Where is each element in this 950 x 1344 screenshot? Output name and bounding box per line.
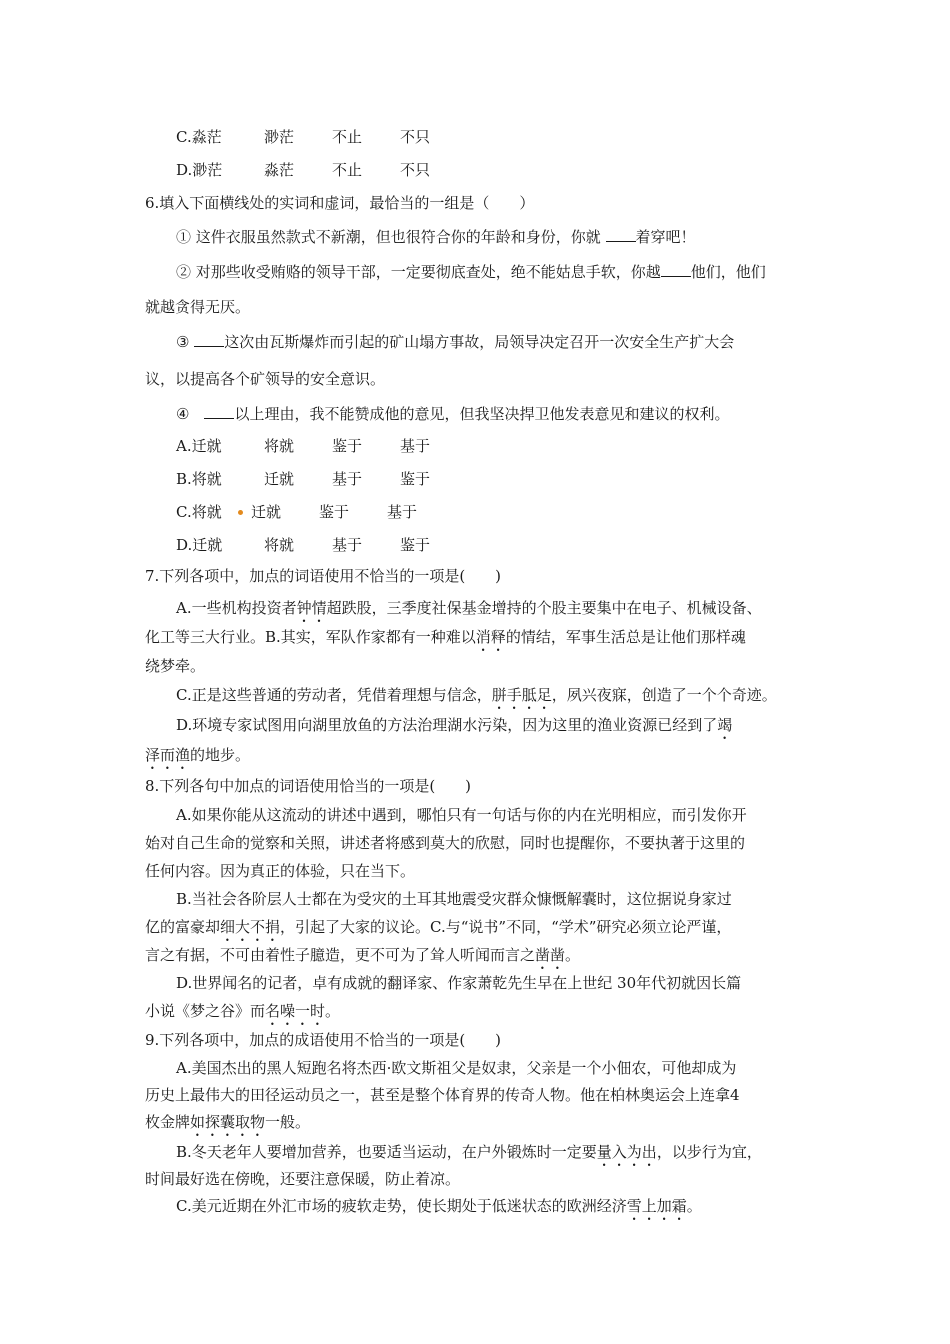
q5-c-word2: 渺茫 [264,128,295,146]
q6-s4-text-a: ④ [176,405,205,423]
q6-s1-text-a: ① 这件衣服虽然款式不新潮，但也很符合你的年龄和身份，你就 [176,228,606,246]
q9-c1-post: 。 [686,1197,702,1215]
q9-a-line3 [145,1112,310,1140]
q6-c-word1: C.将就 [176,503,222,521]
q6-blank-1 [606,227,636,242]
q6-option-d [176,535,430,555]
q5-d-word1: D.渺茫 [176,161,223,179]
q9-a3-pre: 枚金牌 [145,1113,191,1131]
q6-b-word4: 鉴于 [400,470,431,488]
q7-a2-pre: 化工等三大行业。B.其实，军队作家都有一种难以 [145,628,476,646]
q6-s4-text-b: 以上理由，我不能赞成他的意见，但我坚决捍卫他发表意见和建议的权利。 [234,405,730,423]
q6-stem: 6.填入下面横线处的实词和虚词，最恰当的一组是（ ） [145,194,535,212]
q8-c2-emphasis: 凿凿 [535,946,566,964]
q9-a-line1: A.美国杰出的黑人短跑名将杰西·欧文斯祖父是奴隶，父亲是一个小佃农，可他却成为 [176,1059,737,1077]
q8-b2-pre: 亿的富豪却 [145,918,221,936]
q8-c-line2 [145,945,580,973]
q7-d2-post: 的地步。 [190,746,251,764]
q6-c-word3: 鉴于 [319,503,350,521]
q7-a1-emphasis: 钟情 [296,599,327,617]
q7-d1-emphasis: 竭 [717,716,733,734]
q6-option-b [176,469,430,489]
q6-s1-text-b: 着穿吧！ [635,228,696,246]
q8-d-line1: D.世界闻名的记者，卓有成就的翻译家、作家萧乾先生早在上世纪 30年代初就因长篇 [176,974,742,992]
q5-option-c [176,127,430,147]
q5-d-word3: 不止 [332,161,363,179]
q6-d-word4: 鉴于 [400,536,431,554]
q6-b-word3: 基于 [332,470,363,488]
q7-a-line3: 绕梦牵。 [145,657,206,675]
stray-dot-mark [238,510,243,515]
q6-blank-3 [194,332,224,347]
q9-stem: 9.下列各项中，加点的成语使用不恰当的一项是( ) [145,1031,502,1049]
q6-a-word1: A.迁就 [176,437,222,455]
q6-sentence-1 [176,227,696,247]
q7-c-pre: C.正是这些普通的劳动者，凭借着理想与信念， [176,686,492,704]
q5-c-word4: 不只 [400,128,431,146]
q8-a-line2: 始对自己生命的觉察和关照，讲述者将感到莫大的欣慰，同时也提醒你，不要执著于这里的 [145,834,746,852]
q7-stem: 7.下列各项中，加点的词语使用不恰当的一项是( ) [145,567,502,585]
q7-a2-emphasis: 消释 [475,628,506,646]
q8-d2-emphasis: 名噪一时 [265,1002,326,1020]
q6-sentence-2 [176,262,766,282]
q6-s2-text-b: 他们，他们 [690,263,766,281]
q7-a-line1 [176,598,762,626]
q6-s3-text-b: 这次由瓦斯爆炸而引起的矿山塌方事故，局领导决定召开一次安全生产扩大会 [224,333,735,351]
q7-c-line [176,685,777,713]
q6-sentence-3-cont: 议，以提高各个矿领导的安全意识。 [145,370,386,388]
q7-a2-post: 的情结，军事生活总是让他们那样魂 [505,628,746,646]
q8-d2-pre: 小说《梦之谷》而 [145,1002,266,1020]
q6-c-word2: 迁就 [251,503,282,521]
q8-a-line1: A.如果你能从这流动的讲述中遇到，哪怕只有一句话与你的内在光明相应，而引发你开 [176,806,747,824]
q9-c1-emphasis: 雪上加霜 [626,1197,687,1215]
q8-b-line2 [145,917,731,945]
q9-c-line1 [176,1196,702,1224]
q9-a-line2: 历史上最伟大的田径运动员之一，甚至是整个体育界的传奇人物。他在柏林奥运会上连拿4 [145,1086,740,1104]
q6-option-c [176,502,417,522]
q8-stem: 8.下列各句中加点的词语使用恰当的一项是( ) [145,777,472,795]
q6-option-a [176,436,430,456]
q8-c2-pre: 言之有据，不可由着性子臆造，更不可为了耸人听闻而言之 [145,946,536,964]
q5-d-word2: 淼茫 [264,161,295,179]
q7-d-line1 [176,715,732,743]
q7-d1-pre: D.环境专家试图用向湖里放鱼的方法治理湖水污染，因为这里的渔业资源已经到了 [176,716,718,734]
q9-a3-post: 一般。 [265,1113,311,1131]
q9-c1-pre: C.美元近期在外汇市场的疲软走势，使长期处于低迷状态的欧洲经济 [176,1197,627,1215]
q6-d-word2: 将就 [264,536,295,554]
q6-a-word2: 将就 [264,437,295,455]
q7-a-line2 [145,627,746,655]
q6-b-word1: B.将就 [176,470,222,488]
q8-b2-post: ，引起了大家的议论。C.与“说书”不同，“学术”研究必须立论严谨， [280,918,732,936]
q5-option-d [176,160,430,180]
q6-s3-text-a: ③ [176,333,195,351]
q5-d-word4: 不只 [400,161,431,179]
q6-blank-2 [661,262,691,277]
q9-b-line1 [176,1142,762,1170]
q7-d-line2 [145,745,250,773]
q6-sentence-2-cont: 就越贪得无厌。 [145,298,251,316]
q8-d2-post: 。 [325,1002,341,1020]
q7-a1-post: 超跌股，三季度社保基金增持的个股主要集中在电子、机械设备、 [326,599,762,617]
q8-c2-post: 。 [565,946,581,964]
q5-c-word3: 不止 [332,128,363,146]
q6-c-word4: 基于 [387,503,418,521]
q6-d-word1: D.迁就 [176,536,223,554]
q6-d-word3: 基于 [332,536,363,554]
q9-b1-pre: B.冬天老年人要增加营养，也要适当运动，在户外锻炼时一定要 [176,1143,597,1161]
q8-a-line3: 任何内容。因为真正的体验，只在当下。 [145,862,416,880]
q6-a-word4: 基于 [400,437,431,455]
q6-sentence-4 [176,404,729,424]
q8-d-line2 [145,1001,340,1029]
q7-c-emphasis: 胼手胝足 [491,686,552,704]
q6-b-word2: 迁就 [264,470,295,488]
q9-a3-emphasis: 如探囊取物 [190,1113,266,1131]
q8-b-line1: B.当社会各阶层人士都在为受灾的土耳其地震受灾群众慷慨解囊时，这位据说身家过 [176,890,732,908]
q6-sentence-3 [176,332,734,352]
q9-b-line2: 时间最好选在傍晚，还要注意保暖，防止着凉。 [145,1170,461,1188]
q6-s2-text-a: ② 对那些收受贿赂的领导干部，一定要彻底查处，绝不能姑息手软，你越 [176,263,661,281]
q5-c-word1: C.淼茫 [176,128,222,146]
q6-blank-4 [204,404,234,419]
q9-b1-emphasis: 量入为出 [596,1143,657,1161]
q7-c-post: ，夙兴夜寐，创造了一个个奇迹。 [551,686,777,704]
q7-d2-emphasis: 泽而渔 [145,746,191,764]
q8-b2-emphasis: 细大不捐 [220,918,281,936]
q9-b1-post: ，以步行为宜， [656,1143,762,1161]
q6-a-word3: 鉴于 [332,437,363,455]
q7-a1-pre: A.一些机构投资者 [176,599,297,617]
